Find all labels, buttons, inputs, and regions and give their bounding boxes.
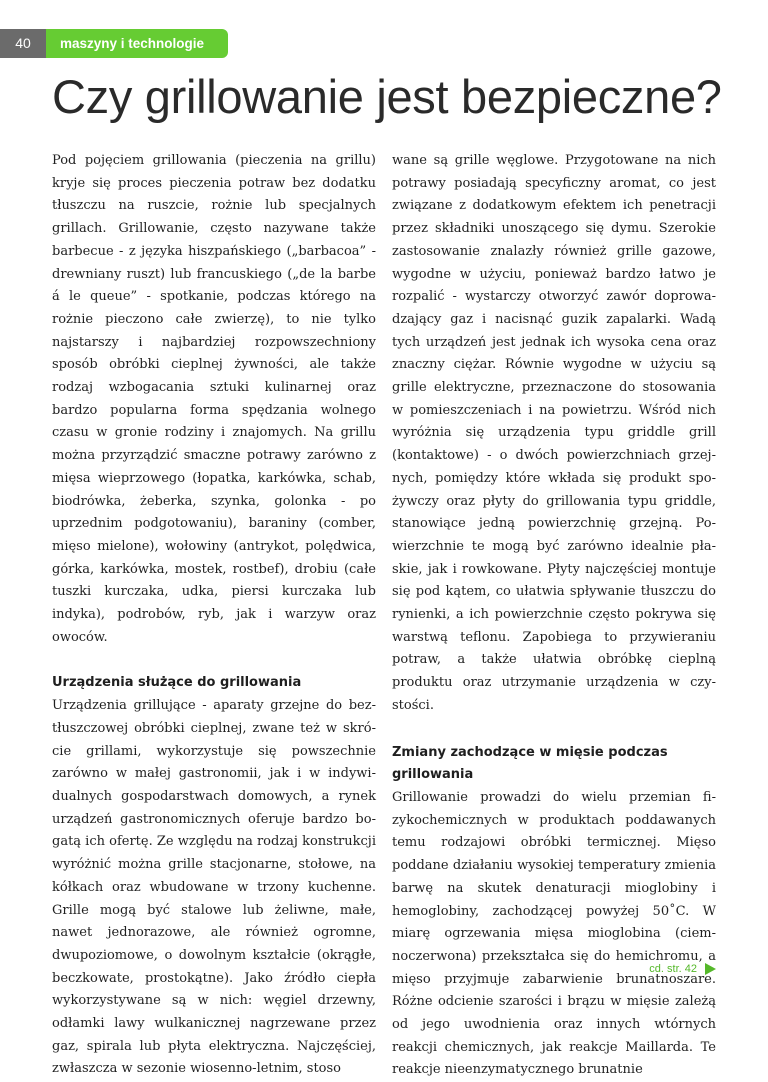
section-tag: maszyny i technologie: [46, 29, 228, 58]
continued-link[interactable]: [649, 963, 716, 975]
continued-label: cd. str. 42: [649, 963, 697, 975]
section1-paragraph-part2: wane są grille węglowe. Przygotowane na nich potrawy posiadają specyficzny aromat, co jest związane z dodatkowym efektem ich penetracji przez składniki unoszącego się dymu. Szerokie zastosowanie znalazły również grille gazowe, wygodne w użyciu, ponieważ bardzo łatwo je rozpalić - wystarczy otworzyć zawór doprowadzający gaz i nacisnąć guzik zapalarki. Wadą tych urządzeń jest jednak ich wysoka cena oraz znaczny ciężar. Równie wygodne w użyciu są grille elektryczne, przeznaczone do stosowania w pomieszczeniach i na powietrzu. Wśród nich wyróżnia się urządzenia typu griddle grill (kontaktowe) - o dwóch powierzchniach grzejnych, pomiędzy które wkłada się produkt spożywczy oraz płyty do grillowania typu griddle, stanowiące jedną powierzchnię grzejną. Powierzchnie te mogą być zarówno idealnie płaskie, jak i rowkowane. Płyty najczęściej montuje się pod kątem, co ułatwia spływanie tłuszczu do rynienki, a ich powierzchnie często pokrywa się warstwą teflonu. Zapobiega to przywieraniu potraw, a także ułatwia obróbkę cieplną produktu oraz utrzymanie urządzenia w czystości.: [392, 153, 716, 713]
page-header: [0, 29, 228, 58]
article-title: Czy grillowanie jest bezpieczne?: [52, 70, 722, 123]
arrow-right-icon: [705, 963, 716, 975]
intro-paragraph: Pod pojęciem grillowania (pieczenia na grillu) kryje się proces pieczenia potraw bez dodatku tłuszczu na ruszcie, rożnie lub specjalnych grillach. Grillowanie, często nazywane także barbecue - z języka hiszpańskiego („barbacoa” - drewniany ruszt) lub francuskiego („de la barbe á le queue” - spotkanie, podczas którego na rożnie pieczono całe zwierzę), to nie tylko najstarszy i najbardziej rozpowszechniony sposób obróbki cieplnej żywności, ale także rodzaj wzbogacania sztuki kulinarnej oraz bardzo popularna forma spędzania wolnego czasu w gronie rodziny i znajomych. Na grillu można przyrządzić smaczne potrawy zarówno z mięsa wieprzowego (łopatka, karkówka, schab, biodrówka, żeberka, szynka, golonka - po uprzednim podgotowaniu), baraniny (comber, mięso mielone), wołowiny (antrykot, polędwica, górka, karkówka, mostek, rostbef), drobiu (całe tuszki kurczaka, udka, piersi kurczaka lub indyka), podrobów, ryb, jak i warzyw oraz owoców.: [52, 153, 376, 645]
section1-heading: Urządzenia służące do grillowania: [52, 675, 302, 691]
right-column: [392, 150, 716, 1082]
section2-heading: Zmiany zachodzące w mięsie podczas grillowania: [392, 744, 668, 783]
page-number: 40: [0, 29, 46, 58]
section2-paragraph: Grillowanie prowadzi do wielu przemian fizykochemicznych w produktach poddawanych temu rodzajowi obróbki termicznej. Mięso poddane działaniu wysokiej temperatury zmienia barwę na skutek denaturacji mioglobiny i hemoglobiny, zachodzącej powyżej 50˚C. W miarę ogrzewania mięsa mioglobina (ciemnoczerwona) przekształca się do hemichromu, a mięso przyjmuje zabarwienie brunatnoszare. Różne odcienie szarości i brązu w mięsie zależą od jego uwodnienia oraz innych wtórnych reakcji chemicznych, jak reakcje Maillarda. Te reakcje nieenzymatycznego brunatnie: [392, 789, 716, 1078]
left-column: [52, 150, 376, 1081]
section1-paragraph-part1: Urządzenia grillujące - aparaty grzejne do beztłuszczowej obróbki cieplnej, zwane też w skrócie grillami, wykorzystuje się powszechnie zarówno w małej gastronomii, jak i w indywidualnych gospodarstwach domowych, a rynek urządzeń gastronomicznych oferuje bardzo bogatą ich ofertę. Ze względu na rodzaj konstrukcji wyróżnić można grille stacjonarne, stołowe, na kółkach oraz wbudowane w trzony kuchenne. Grille mogą być stalowe lub żeliwne, małe, nawet jednorazowe, ale również ogromne, dwupoziomowe, o dowolnym kształcie (okrągłe, beczkowate, prostokątne). Jako źródło ciepła wykorzystywane są w nich: węgiel drzewny, odłamki lawy wulkanicznej nagrzewane przez gaz, spirala lub płyta elektryczna. Najczęściej, zwłaszcza w sezonie wiosenno-letnim, stoso: [52, 698, 376, 1077]
